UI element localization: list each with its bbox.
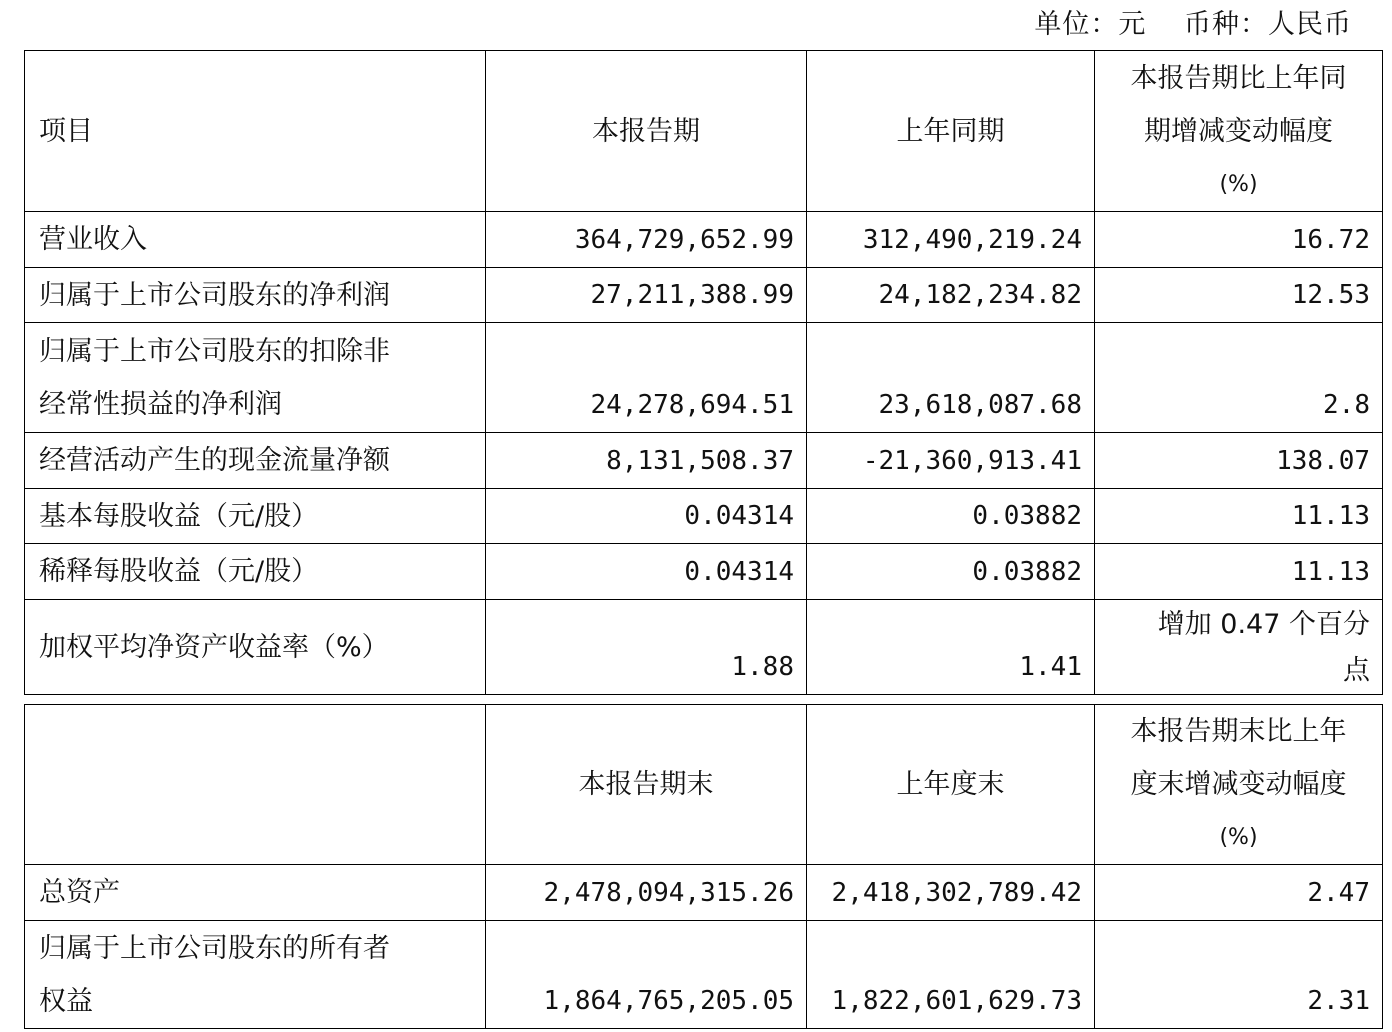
- row-item-line1: 归属于上市公司股东的所有者: [39, 932, 390, 964]
- row-prior: 1,822,601,629.73: [807, 921, 1095, 1029]
- row-item: 营业收入: [25, 212, 486, 268]
- row-current: 8,131,508.37: [486, 433, 807, 489]
- row-current: 1,864,765,205.05: [486, 921, 807, 1029]
- row-change-line1: 增加 0.47 个百分: [1157, 609, 1370, 640]
- row-item: 总资产: [25, 865, 486, 921]
- row-change: 16.72: [1095, 212, 1383, 268]
- row-item-line1: 归属于上市公司股东的扣除非: [39, 335, 390, 367]
- row-change: 138.07: [1095, 433, 1383, 489]
- row-item: 经营活动产生的现金流量净额: [25, 433, 486, 489]
- header-current: 本报告期: [486, 51, 807, 212]
- row-change: 2.8: [1095, 323, 1383, 433]
- balance-table: [24, 704, 1383, 1029]
- row-change: 2.47: [1095, 865, 1383, 921]
- header-prior: 上年度末: [807, 705, 1095, 865]
- table-header-row: [25, 705, 1383, 865]
- row-item: 归属于上市公司股东的净利润: [25, 268, 486, 323]
- row-prior: 2,418,302,789.42: [807, 865, 1095, 921]
- row-change: 11.13: [1095, 489, 1383, 544]
- row-change-line2: 点: [1343, 655, 1370, 686]
- table-row: [25, 544, 1383, 600]
- row-current: 1.88: [486, 600, 807, 695]
- header-prior: 上年同期: [807, 51, 1095, 212]
- row-change: 12.53: [1095, 268, 1383, 323]
- row-prior: 23,618,087.68: [807, 323, 1095, 433]
- table-row: [25, 600, 1383, 695]
- row-current: 24,278,694.51: [486, 323, 807, 433]
- row-item-line2: 权益: [39, 985, 93, 1017]
- row-current: 2,478,094,315.26: [486, 865, 807, 921]
- row-prior: 1.41: [807, 600, 1095, 695]
- header-change-line1: 本报告期比上年同: [1130, 62, 1347, 94]
- row-item: [25, 921, 486, 1029]
- row-change: 11.13: [1095, 544, 1383, 600]
- income-table: [24, 50, 1383, 695]
- row-change: [1095, 600, 1383, 695]
- header-change: [1095, 705, 1383, 865]
- row-item: 基本每股收益（元/股）: [25, 489, 486, 544]
- unit-currency-label: 单位：元 币种：人民币: [1034, 9, 1352, 40]
- row-current: 364,729,652.99: [486, 212, 807, 268]
- header-item: 项目: [25, 51, 486, 212]
- header-change-line1: 本报告期末比上年: [1130, 716, 1347, 747]
- row-change: 2.31: [1095, 921, 1383, 1029]
- row-current: 0.04314: [486, 489, 807, 544]
- table-row: [25, 921, 1383, 1029]
- row-current: 0.04314: [486, 544, 807, 600]
- row-current: 27,211,388.99: [486, 268, 807, 323]
- header-change-line2: 期增减变动幅度: [1144, 115, 1333, 147]
- row-item-line2: 经常性损益的净利润: [39, 388, 282, 420]
- table-row: [25, 433, 1383, 489]
- row-item: 加权平均净资产收益率（%）: [25, 600, 486, 695]
- header-change-line3: (%): [1219, 825, 1258, 850]
- header-change-line2: 度末增减变动幅度: [1130, 769, 1347, 800]
- table-row: [25, 489, 1383, 544]
- table-row: [25, 212, 1383, 268]
- row-prior: -21,360,913.41: [807, 433, 1095, 489]
- header-current: 本报告期末: [486, 705, 807, 865]
- row-item: [25, 323, 486, 433]
- row-item: 稀释每股收益（元/股）: [25, 544, 486, 600]
- table-row: [25, 268, 1383, 323]
- row-prior: 0.03882: [807, 544, 1095, 600]
- table-row: [25, 865, 1383, 921]
- row-prior: 24,182,234.82: [807, 268, 1095, 323]
- row-prior: 312,490,219.24: [807, 212, 1095, 268]
- table-header-row: [25, 51, 1383, 212]
- row-prior: 0.03882: [807, 489, 1095, 544]
- header-item: [25, 705, 486, 865]
- table-row: [25, 323, 1383, 433]
- header-change-line3: (%): [1219, 171, 1258, 197]
- header-change: [1095, 51, 1383, 212]
